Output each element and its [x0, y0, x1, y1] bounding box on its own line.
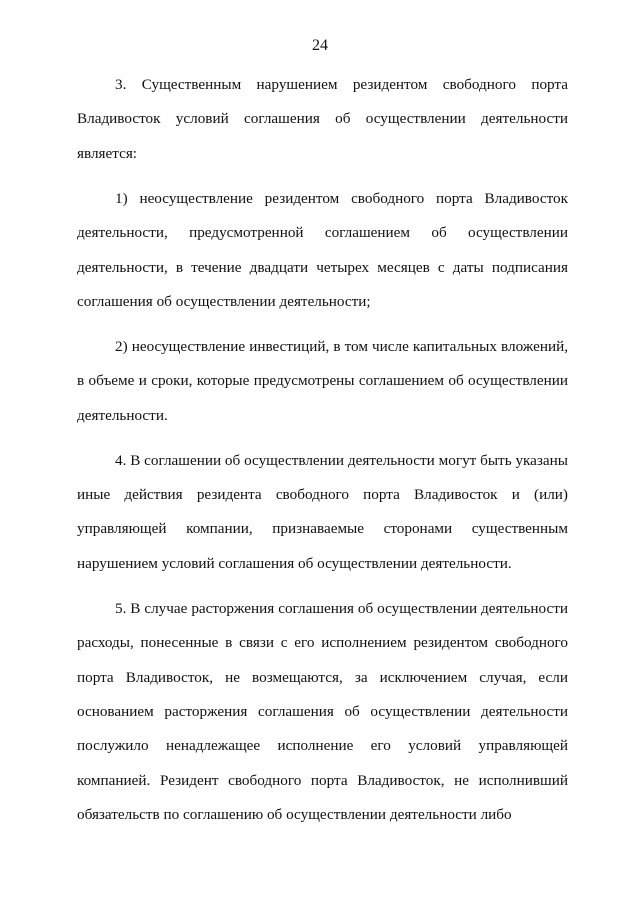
paragraph-4: 4. В соглашении об осуществлении деятельности могут быть указаны иные действия резидента свободного порта Владивосток и (или) управляющей компании, признаваемые сторонами существенным нарушением условий соглашения об осуществлении деятельности. [77, 451, 568, 572]
page-number: 24 [312, 37, 328, 54]
paragraph-3-item-2: 2) неосуществление инвестиций, в том числе капитальных вложений, в объеме и сроки, которые предусмотрены соглашением об осуществлении деятельности. [77, 337, 568, 424]
paragraph-5: 5. В случае расторжения соглашения об осуществлении деятельности расходы, понесенные в связи с его исполнением резидентом свободного порта Владивосток, не возмещаются, за исключением случая, если основанием расторжения соглашения об осуществлении деятельности послужило ненадлежащее исполнение его условий управляющей компанией. Резидент свободного порта Владивосток, не исполнивший обязательств по соглашению об осуществлении деятельности либо [77, 599, 568, 824]
document-body [77, 68, 568, 843]
paragraph-3-item-1: 1) неосуществление резидентом свободного порта Владивосток деятельности, предусмотренной соглашением об осуществлении деятельности, в течение двадцати четырех месяцев с даты подписания соглашения об осуществлении деятельности; [77, 189, 568, 310]
paragraph-3: 3. Существенным нарушением резидентом свободного порта Владивосток условий соглашения об осуществлении деятельности является: [77, 76, 568, 162]
